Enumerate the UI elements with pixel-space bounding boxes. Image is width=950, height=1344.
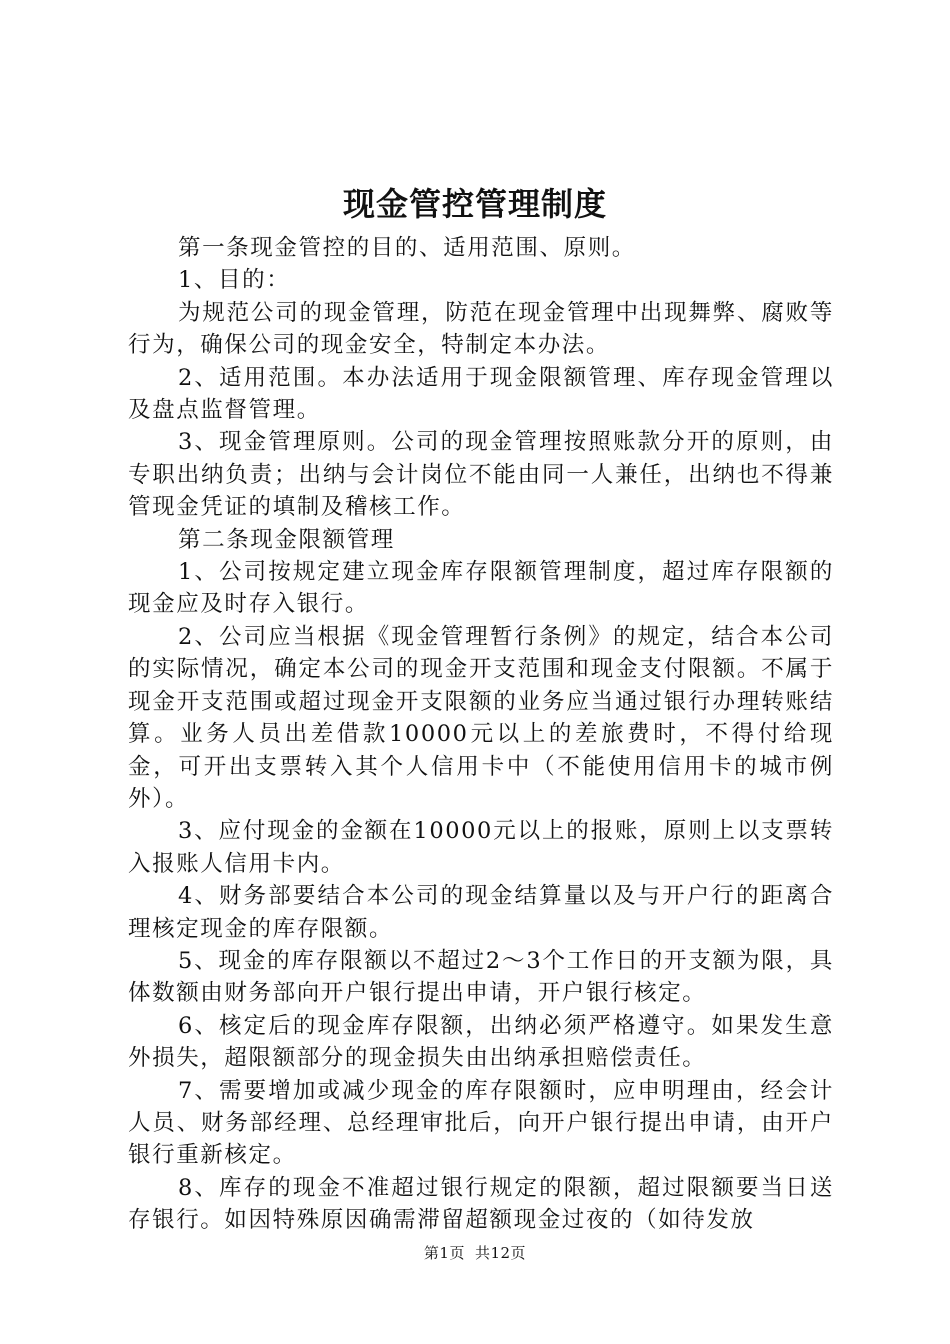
paragraph: 5、现金的库存限额以不超过2～3个工作日的开支额为限，具体数额由财务部向开户银行提出申请，开户银行核定。 bbox=[128, 947, 834, 1007]
paragraph: 3、现金管理原则。公司的现金管理按照账款分开的原则，由专职出纳负责；出纳与会计岗位不能由同一人兼任，出纳也不得兼管现金凭证的填制及稽核工作。 bbox=[128, 429, 834, 521]
paragraph: 1、目的： bbox=[178, 267, 291, 294]
paragraph: 2、公司应当根据《现金管理暂行条例》的规定，结合本公司的实际情况，确定本公司的现金开支范围和现金支付限额。不属于现金开支范围或超过现金开支限额的业务应当通过银行办理转账结算。业务人员出差借款10000元以上的差旅费时，不得付给现金，可开出支票转入其个人信用卡中（不能使用信用卡的城市例外）。 bbox=[128, 623, 834, 812]
paragraph: 2、适用范围。本办法适用于现金限额管理、库存现金管理以及盘点监督管理。 bbox=[128, 364, 834, 424]
paragraph: 为规范公司的现金管理，防范在现金管理中出现舞弊、腐败等行为，确保公司的现金安全，特制定本办法。 bbox=[128, 299, 834, 359]
document-body bbox=[128, 232, 834, 1237]
paragraph: 8、库存的现金不准超过银行规定的限额，超过限额要当日送存银行。如因特殊原因确需滞留超额现金过夜的（如待发放 bbox=[128, 1174, 834, 1234]
paragraph: 1、公司按规定建立现金库存限额管理制度，超过库存限额的现金应及时存入银行。 bbox=[128, 559, 834, 618]
page-title: 现金管控管理制度 bbox=[342, 185, 607, 223]
page-number: 第1页 bbox=[423, 1244, 465, 1262]
paragraph: 3、应付现金的金额在10000元以上的报账，原则上以支票转入报账人信用卡内。 bbox=[128, 818, 834, 877]
paragraph: 4、财务部要结合本公司的现金结算量以及与开户行的距离合理核定现金的库存限额。 bbox=[128, 883, 834, 942]
paragraph: 第二条现金限额管理 bbox=[178, 526, 395, 553]
page-footer bbox=[0, 1243, 950, 1263]
paragraph: 6、核定后的现金库存限额，出纳必须严格遵守。如果发生意外损失，超限额部分的现金损失由出纳承担赔偿责任。 bbox=[128, 1012, 834, 1072]
paragraph: 第一条现金管控的目的、适用范围、原则。 bbox=[178, 235, 636, 261]
page-count: 共12页 bbox=[474, 1244, 527, 1262]
paragraph: 7、需要增加或减少现金的库存限额时，应申明理由，经会计人员、财务部经理、总经理审批后，向开户银行提出申请，由开户银行重新核定。 bbox=[128, 1077, 834, 1169]
